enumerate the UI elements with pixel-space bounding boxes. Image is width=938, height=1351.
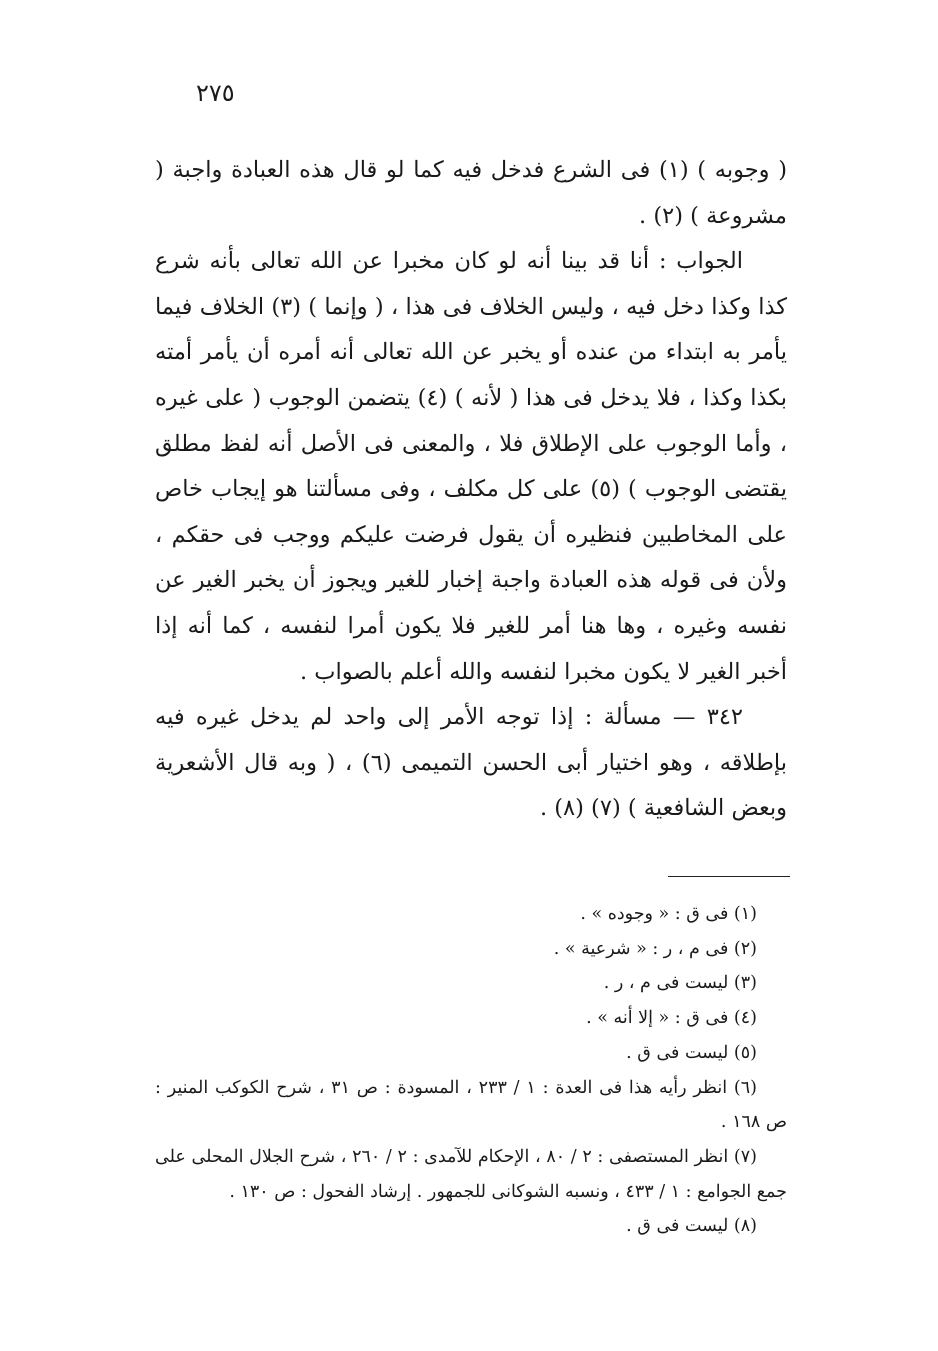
footnote-5: (٥) ليست فى ق .	[626, 1042, 757, 1063]
main-text	[155, 148, 787, 832]
footnote-7: (٧) انظر المستصفى : ٢ / ٨٠ ، الإحكام للآمدى : ٢ / ٢٦٠ ، شرح الجلال المحلى على جمع الجوامع : ١ / ٤٣٣ ، ونسبه الشوكانى للجمهور . إرشاد الفحول : ص ١٣٠ .	[155, 1146, 787, 1202]
footnote-8: (٨) ليست فى ق .	[626, 1216, 757, 1237]
footnote-4: (٤) فى ق : « إلا أنه » .	[586, 1008, 757, 1029]
paragraph-continuation: ( وجوبه ) (١) فى الشرع فدخل فيه كما لو قال هذه العبادة واجبة ( مشروعة ) (٢) .	[155, 157, 787, 229]
footnote-6: (٦) انظر رأيه هذا فى العدة : ١ / ٢٣٣ ، المسودة : ص ٣١ ، شرح الكوكب المنير : ص ١٦٨ .	[155, 1077, 787, 1133]
footnote-separator	[668, 876, 790, 877]
paragraph-issue-342: ٣٤٢ — مسألة : إذا توجه الأمر إلى واحد لم يدخل غيره فيه بإطلاقه ، وهو اختيار أبى الحسن التميمى (٦) ، ( وبه قال الأشعرية وبعض الشافعية ) (٧) (٨) .	[155, 704, 787, 822]
page-number: ٢٧٥	[196, 79, 235, 107]
footnote-3: (٣) ليست فى م ، ر .	[603, 973, 757, 994]
footnotes	[155, 897, 787, 1244]
paragraph-answer: الجواب : أنا قد بينا أنه لو كان مخبرا عن الله تعالى بأنه شرع كذا وكذا دخل فيه ، وليس الخلاف فى هذا ، ( وإنما ) (٣) الخلاف فيما يأمر به ابتداء من عنده أو يخبر عن الله تعالى أنه أمره أن يأمر أمته بكذا وكذا ، فلا يدخل فى هذا ( لأنه ) (٤) يتضمن الوجوب ( على غيره ، وأما الوجوب على الإطلاق فلا ، والمعنى فى الأصل أنه لفظ مطلق يقتضى الوجوب ) (٥) على كل مكلف ، وفى مسألتنا هو إيجاب خاص على المخاطبين فنظيره أن يقول فرضت عليكم ووجب فى حقكم ، ولأن فى قوله هذه العبادة واجبة إخبار للغير ويجوز أن يخبر الغير عن نفسه وغيره ، وها هنا أمر للغير فلا يكون أمرا لنفسه ، كما أنه إذا أخبر الغير لا يكون مخبرا لنفسه والله أعلم بالصواب .	[155, 248, 788, 685]
footnote-1: (١) فى ق : « وجوده » .	[580, 904, 757, 924]
footnote-2: (٢) فى م ، ر : « شرعية » .	[553, 938, 757, 959]
